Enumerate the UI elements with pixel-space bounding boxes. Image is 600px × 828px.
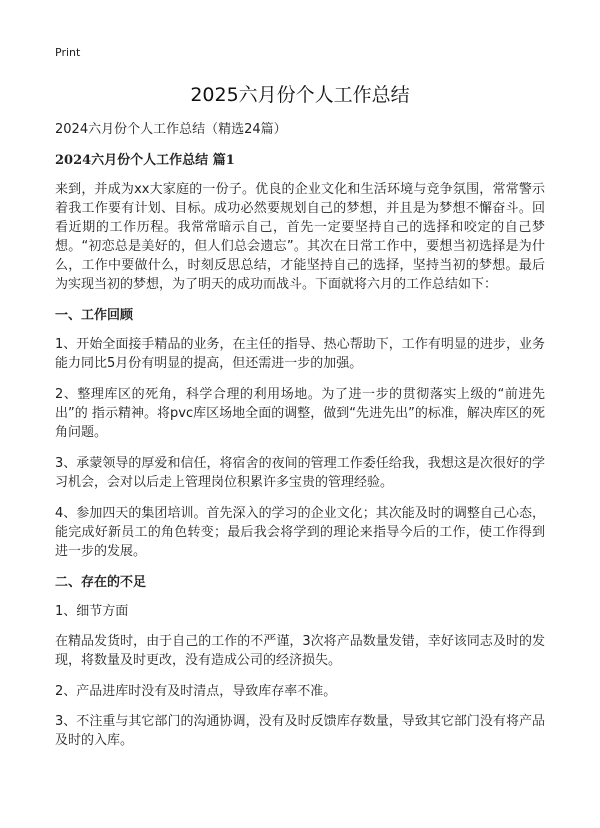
section-heading-shortcomings: 二、存在的不足: [55, 575, 147, 590]
page-title: 2025六月份个人工作总结: [190, 84, 410, 106]
shortcoming-item: 2、产品进库时没有及时清点，导致库存率不准。: [55, 684, 337, 699]
review-item: 1、开始全面接手精品的业务，在主任的指导、热心帮助下，工作有明显的进步，业务能力同比5月份有明显的提高，但还需进一步的加强。: [55, 337, 545, 371]
document-body: [55, 120, 545, 762]
document-subtitle: 2024六月份个人工作总结（精选24篇）: [55, 122, 287, 137]
shortcoming-item: 在精品发货时，由于自己的工作的不严谨，3次将产品数量发错，幸好该同志及时的发现，将数量及时更改，没有造成公司的经济损失。: [55, 634, 545, 668]
print-link[interactable]: Print: [55, 46, 81, 59]
review-item: 4、参加四天的集团培训。首先深入的学习的企业文化；其次能及时的调整自己心态，能完成好新员工的角色转变；最后我会将学到的理论来指导今后的工作，使工作得到进一步的发展。: [55, 506, 545, 559]
review-item: 3、承蒙领导的厚爱和信任，将宿舍的夜间的管理工作委任给我，我想这是次很好的学习机会，会对以后走上管理岗位积累许多宝贵的管理经验。: [55, 456, 545, 490]
review-item: 2、整理库区的死角，科学合理的利用场地。为了进一步的贯彻落实上级的“前进先出”的 指示精神。将pvc库区场地全面的调整，做到“先进先出”的标准，解决库区的死角问题。: [55, 387, 545, 440]
intro-paragraph: 来到，并成为xx大家庭的一份子。优良的企业文化和生活环境与竞争氛围，常常警示着我工作要有计划、目标。成功必然要规划自己的梦想，并且是为梦想不懈奋斗。回看近期的工作历程。我常常暗示自己，首先一定要坚持自己的选择和咬定的自己梦想。“初恋总是美好的，但人们总会遗忘”。其次在日常工作中，要想当初选择是为什么，工作中要做什么，时刻反思总结，才能坚持自己的选择，坚持当初的梦想。最后为实现当初的梦想，为了明天的成功而战斗。下面就将六月的工作总结如下：: [55, 182, 545, 292]
shortcoming-item: 3、不注重与其它部门的沟通协调，没有及时反馈库存数量，导致其它部门没有将产品及时的入库。: [55, 714, 545, 748]
section-heading-review: 一、工作回顾: [55, 308, 134, 323]
article-heading: 2024六月份个人工作总结 篇1: [55, 153, 235, 168]
shortcoming-item: 1、细节方面: [55, 604, 129, 619]
